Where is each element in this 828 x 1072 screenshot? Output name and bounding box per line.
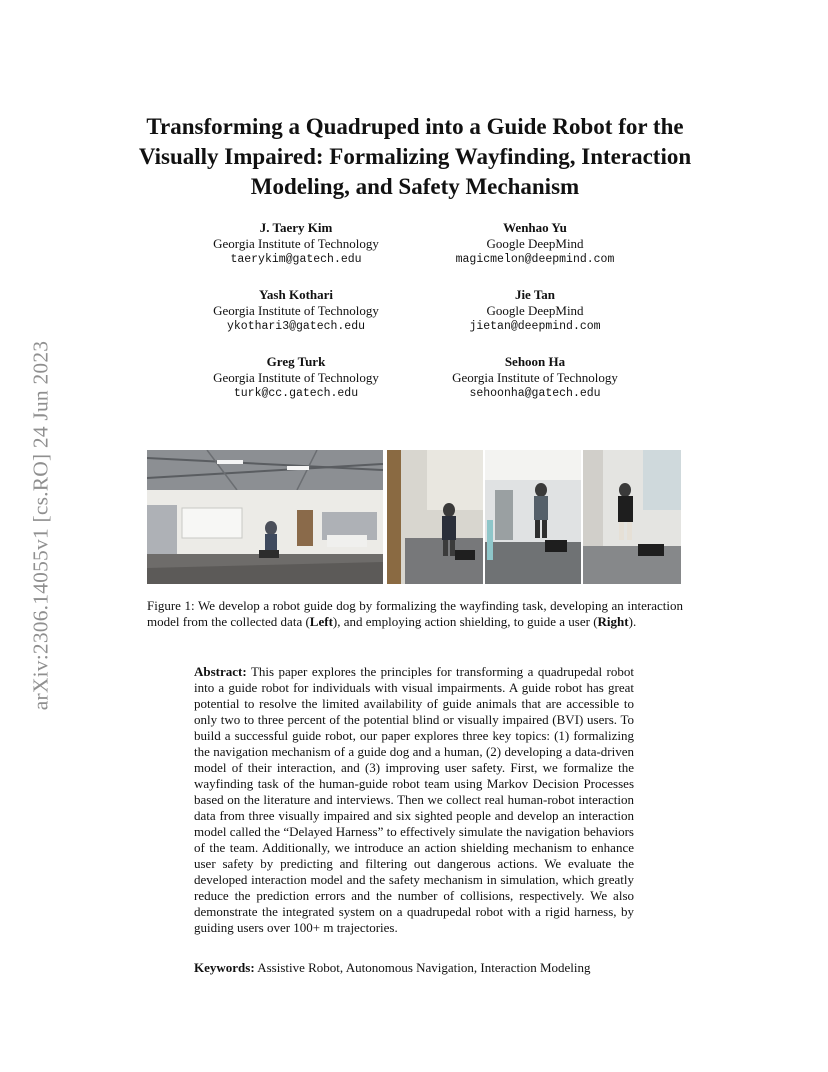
author-name: Jie Tan [514,287,556,302]
caption-left-label: Left [309,614,333,629]
author-card [166,220,426,268]
author-affiliation: Google DeepMind [486,303,584,318]
author-affiliation: Google DeepMind [486,236,584,251]
author-email[interactable]: magicmelon@deepmind.com [455,253,615,266]
author-card [166,354,426,402]
arxiv-stamp [23,290,59,760]
author-name: Greg Turk [266,354,326,369]
author-name: Yash Kothari [258,287,334,302]
keywords [194,960,634,976]
author-email[interactable]: ykothari3@gatech.edu [226,320,366,333]
author-name: Wenhao Yu [503,220,567,235]
figure-caption [147,598,683,630]
abstract [194,664,634,936]
abstract-text: This paper explores the principles for transforming a quadrupedal robot into a guide robot for individuals with visual impairments. A guide robot has great potential to resolve the limited availability of guide animals that are accessible to only two to three percent of the potential blind or visually impaired (BVI) users. To build a successful guide robot, our paper explores three key topics: (1) formalizing the navigation mechanism of a guide dog and a human, (2) developing a data-driven model of their interaction, and (3) improving user safety. First, we formalize the wayfinding task of the human-guide robot team using Markov Decision Processes based on the literature and interviews. Then we collect real human-robot interaction data from three visually impaired and six sighted people and develop an interaction model called the “Delayed Harness” to effectively simulate the navigation behaviors of the team. Additionally, we introduce an action shielding mechanism to enhance user safety by predicting and filtering out dangerous actions. We evaluate the developed interaction model and the safety mechanism in simulation, which greatly reduce the prediction errors and the number of collisions, respectively. We also demonstrate the integrated system on a quadrupedal robot with a rigid harness, by guiding users over 100+ m trajectories. [194,664,634,935]
author-card [405,354,665,402]
keywords-label: Keywords: [194,960,255,975]
author-affiliation: Georgia Institute of Technology [213,303,379,318]
author-card [166,287,426,335]
author-name: J. Taery Kim [259,220,333,235]
figure-photo-hallway-1 [387,450,483,584]
caption-right-label: Right [597,614,629,629]
figure-photo-hallway-2 [485,450,581,584]
author-card [405,220,665,268]
author-affiliation: Georgia Institute of Technology [213,370,379,385]
paper-title: Transforming a Quadruped into a Guide Robot for the Visually Impaired: Formalizing Wayfinding, Interaction Modeling, and Safety Mechanism [138,114,692,199]
caption-text: ). [628,614,637,629]
figure-photo-hallway-3 [583,450,681,584]
figure-photo-lab [147,450,383,584]
author-email[interactable]: turk@cc.gatech.edu [233,387,359,400]
abstract-label: Abstract: [194,664,247,679]
author-email[interactable]: taerykim@gatech.edu [230,253,362,266]
caption-text: Figure 1: We develop a robot guide dog by formalizing the wayfinding task, developing an interaction model from the collected data ( [147,598,683,629]
arxiv-stamp-text: arXiv:2306.14055v1 [cs.RO] 24 Jun 2023 [28,340,53,710]
author-affiliation: Georgia Institute of Technology [452,370,618,385]
author-email[interactable]: sehoonha@gatech.edu [469,387,601,400]
author-affiliation: Georgia Institute of Technology [213,236,379,251]
keywords-text: Assistive Robot, Autonomous Navigation, Interaction Modeling [257,960,591,975]
caption-text: ), and employing action shielding, to guide a user ( [332,614,598,629]
figure-1 [147,450,681,584]
author-card [405,287,665,335]
author-email[interactable]: jietan@deepmind.com [469,320,601,333]
author-name: Sehoon Ha [504,354,566,369]
